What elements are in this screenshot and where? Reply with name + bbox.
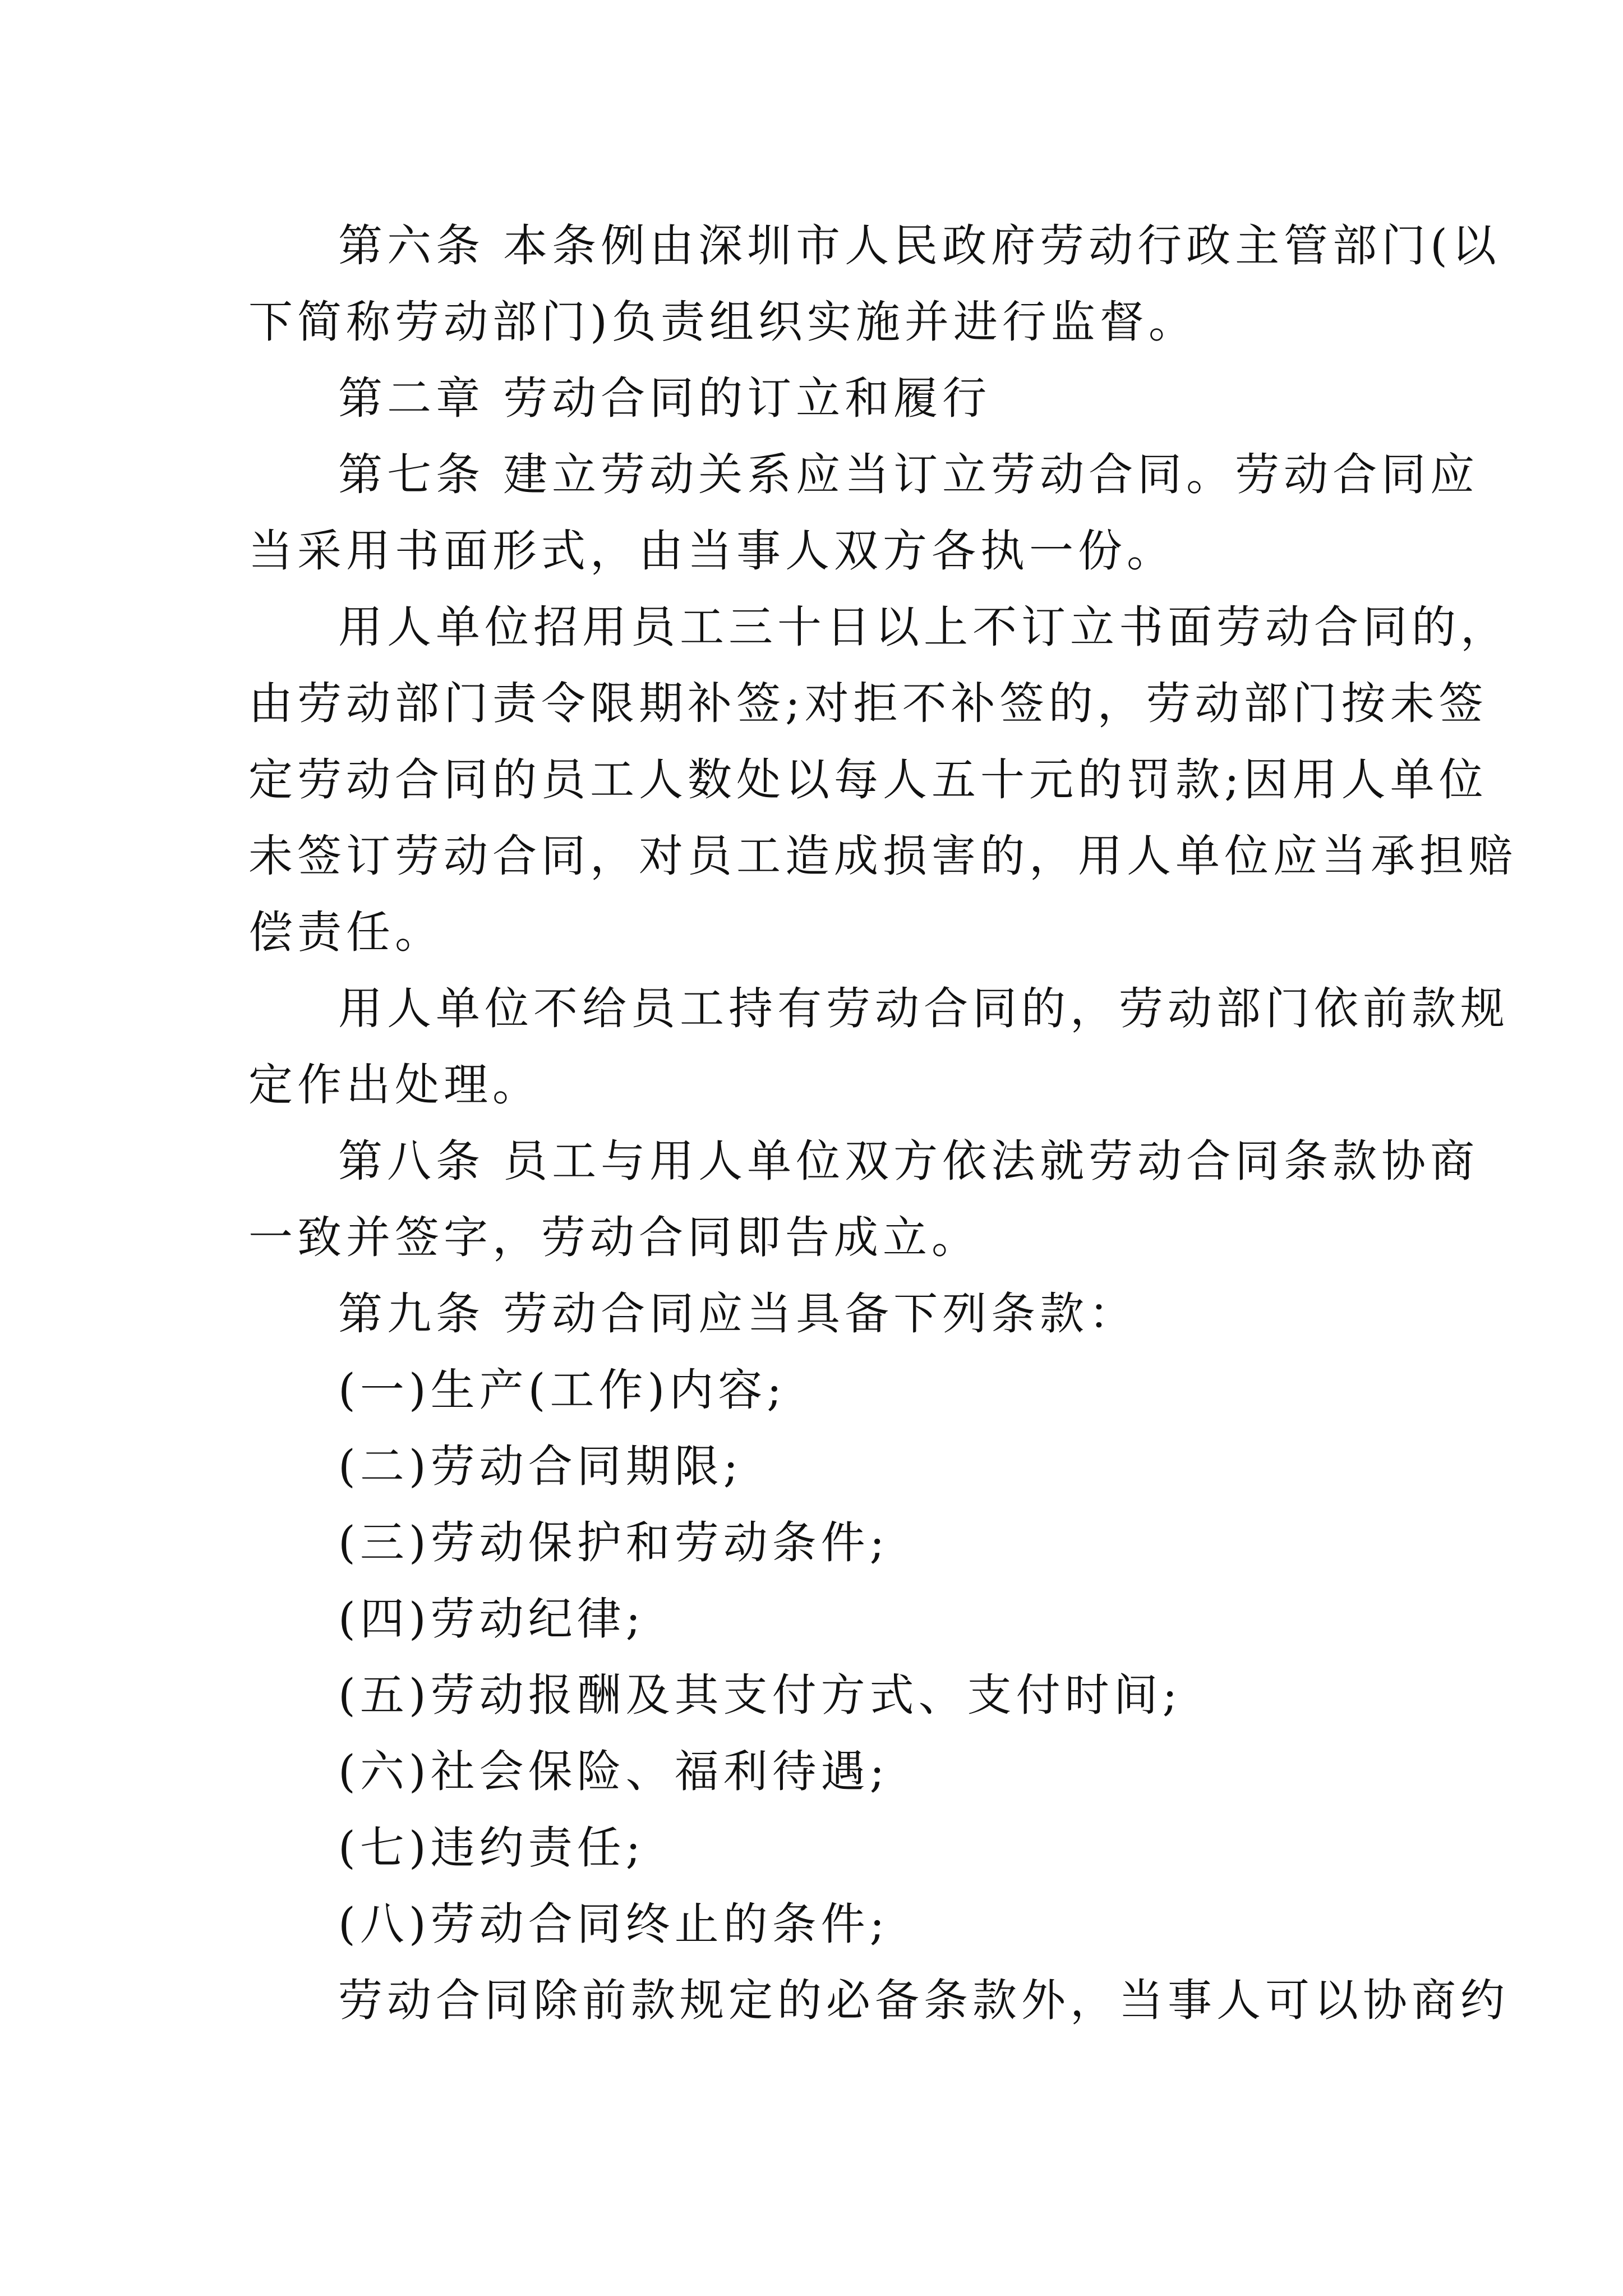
text-line: 用人单位不给员工持有劳动合同的，劳动部门依前款规 xyxy=(338,983,1509,1034)
list-item: (八)劳动合同终止的条件; xyxy=(338,1898,889,1950)
list-item: (三)劳动保护和劳动条件; xyxy=(338,1517,889,1568)
text-line: 由劳动部门责令限期补签;对拒不补签的，劳动部门按未签 xyxy=(248,678,1488,729)
list-item: (一)生产(工作)内容; xyxy=(338,1364,786,1416)
text-line: 未签订劳动合同，对员工造成损害的，用人单位应当承担赔 xyxy=(248,830,1517,882)
text-line: 用人单位招用员工三十日以上不订立书面劳动合同的， xyxy=(338,601,1509,653)
text-line: 定劳动合同的员工人数处以每人五十元的罚款;因用人单位 xyxy=(248,754,1488,806)
text-line: 下简称劳动部门)负责组织实施并进行监督。 xyxy=(248,296,1197,348)
list-item: (四)劳动纪律; xyxy=(338,1593,645,1645)
document-body xyxy=(248,208,1517,2039)
list-item: (五)劳动报酬及其支付方式、支付时间; xyxy=(338,1669,1182,1721)
chapter-heading: 第二章 劳动合同的订立和履行 xyxy=(338,372,992,424)
list-item: (七)违约责任; xyxy=(338,1822,645,1874)
text-line: 偿责任。 xyxy=(248,907,444,958)
text-line: 一致并签字，劳动合同即告成立。 xyxy=(248,1212,980,1263)
text-line: 定作出处理。 xyxy=(248,1059,541,1111)
text-line: 劳动合同除前款规定的必备条款外，当事人可以协商约 xyxy=(338,1975,1509,2026)
list-item: (二)劳动合同期限; xyxy=(338,1441,743,1492)
text-line-article-8: 第八条 员工与用人单位双方依法就劳动合同条款协商 xyxy=(338,1135,1479,1187)
text-line-article-6: 第六条 本条例由深圳市人民政府劳动行政主管部门(以 xyxy=(338,220,1501,272)
list-item: (六)社会保险、福利待遇; xyxy=(338,1746,889,1797)
text-line: 当采用书面形式，由当事人双方各执一份。 xyxy=(248,525,1175,577)
text-line-article-7: 第七条 建立劳动关系应当订立劳动合同。劳动合同应 xyxy=(338,449,1479,500)
text-line-article-9: 第九条 劳动合同应当具备下列条款： xyxy=(338,1288,1138,1340)
